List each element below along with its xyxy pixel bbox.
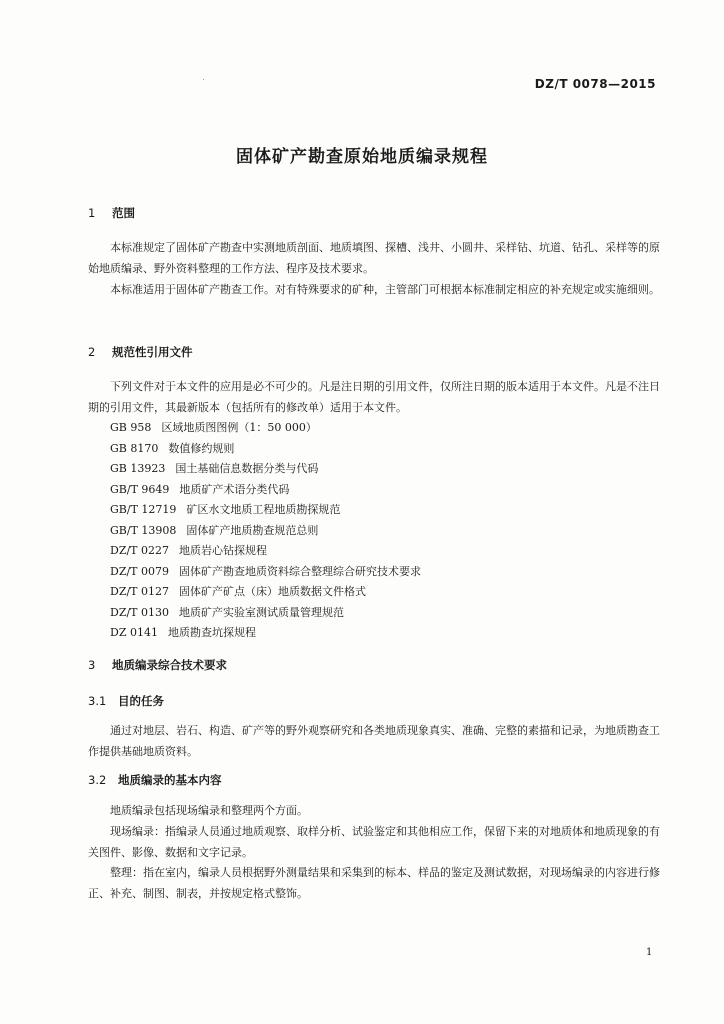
reference-name: 数值修约规则 [168, 441, 235, 455]
reference-code: DZ 0141 [110, 626, 158, 639]
reference-item [110, 541, 670, 562]
reference-name: 地质岩心钻探规程 [179, 544, 267, 557]
reference-code: DZ/T 0079 [110, 564, 169, 578]
section-3-2-paragraph-3: 整理：指在室内，编录人员根据野外测量结果和采集到的标本、样品的鉴定及测试数据，对现场编录的内容进行修正、补充、制图、制表，并按规定格式整饰。 [88, 866, 660, 900]
reference-code: GB 8170 [110, 441, 159, 455]
section-1-heading [88, 205, 135, 221]
section-1-paragraph-1: 本标准规定了固体矿产勘查中实测地质剖面、地质填图、探槽、浅井、小圆井、采样钻、坑道、钻孔、采样等的原始地质编录、野外资料整理的工作方法、程序及技术要求。 [88, 241, 660, 275]
section-title: 规范性引用文件 [112, 345, 193, 359]
section-3-2-paragraph-1: 地质编录包括现场编录和整理两个方面。 [110, 804, 308, 817]
reference-code: DZ/T 0127 [110, 585, 169, 598]
reference-item [110, 418, 670, 439]
reference-name: 矿区水文地质工程地质勘探规范 [186, 503, 341, 516]
reference-item [110, 603, 670, 624]
section-title: 地质编录综合技术要求 [112, 658, 227, 672]
reference-item [110, 439, 670, 460]
section-1-paragraph-2: 本标准适用于固体矿产勘查工作。对有特殊要求的矿种，主管部门可根据本标准制定相应的补充规定或实施细则。 [110, 283, 660, 296]
section-3-2-paragraph-2: 现场编录：指编录人员通过地质观察、取样分析、试验鉴定和其他相应工作，保留下来的对地质体和地质现象的有关图件、影像、数据和文字记录。 [88, 825, 660, 859]
reference-name: 国土基础信息数据分类与代码 [175, 462, 319, 475]
section-2-heading [88, 344, 193, 360]
section-number: 1 [88, 206, 96, 220]
reference-item [110, 500, 670, 521]
scan-speck [203, 79, 204, 80]
reference-name: 地质勘查坑探规程 [167, 626, 256, 639]
reference-item [110, 623, 670, 644]
section-title: 范围 [112, 206, 135, 220]
reference-name: 固体矿产地质勘查规范总则 [186, 523, 319, 537]
reference-name: 地质矿产术语分类代码 [179, 482, 290, 496]
section-number: 3 [88, 658, 96, 672]
section-3-1-paragraph: 通过对地层、岩石、构造、矿产等的野外观察研究和各类地质现象真实、准确、完整的素描和记录，为地质勘查工作提供基础地质资料。 [88, 724, 660, 758]
reference-item [110, 582, 670, 603]
reference-name: 地质矿产实验室测试质量管理规范 [179, 605, 344, 619]
reference-code: DZ/T 0130 [110, 605, 169, 619]
section-number: 2 [88, 345, 96, 359]
section-title: 目的任务 [118, 694, 164, 708]
section-3-2-heading [88, 772, 222, 788]
reference-code: DZ/T 0227 [110, 544, 169, 557]
section-title: 地质编录的基本内容 [118, 773, 222, 787]
reference-item [110, 459, 670, 480]
reference-name: 固体矿产矿点（床）地质数据文件格式 [179, 585, 366, 598]
section-number: 3.1 [88, 694, 107, 708]
section-3-1-heading [88, 693, 164, 709]
reference-code: GB 13923 [110, 462, 166, 475]
reference-item [110, 521, 670, 542]
reference-code: GB/T 9649 [110, 482, 170, 496]
reference-code: GB/T 12719 [110, 503, 177, 516]
reference-item [110, 480, 670, 501]
page-number: 1 [646, 947, 653, 958]
standard-code: DZ/T 0078—2015 [534, 77, 656, 91]
document-title: 固体矿产勘查原始地质编录规程 [236, 147, 488, 167]
section-3-heading [88, 657, 227, 673]
reference-code: GB/T 13908 [110, 523, 177, 537]
reference-list [110, 418, 670, 644]
section-number: 3.2 [88, 773, 107, 787]
reference-name: 固体矿产勘查地质资料综合整理综合研究技术要求 [179, 564, 421, 578]
reference-name: 区域地质图图例（1：50 000） [161, 421, 317, 434]
reference-item [110, 562, 670, 583]
reference-code: GB 958 [110, 421, 152, 434]
section-2-intro: 下列文件对于本文件的应用是必不可少的。凡是注日期的引用文件，仅所注日期的版本适用于本文件。凡是不注日期的引用文件，其最新版本（包括所有的修改单）适用于本文件。 [88, 380, 660, 414]
